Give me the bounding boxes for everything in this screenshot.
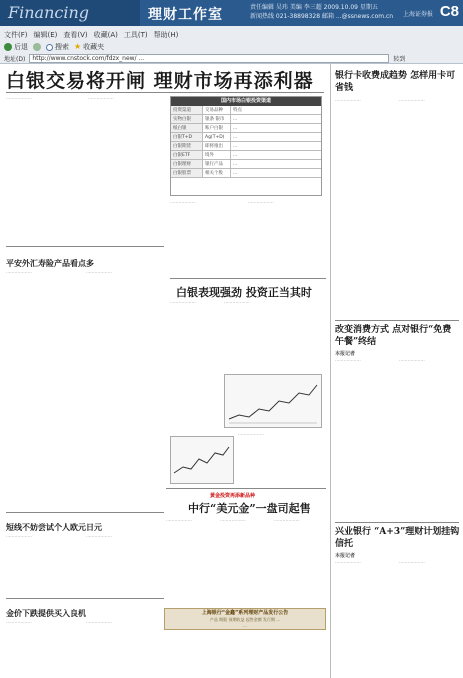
section-rule — [166, 488, 326, 489]
price-line — [229, 385, 317, 419]
lead-column-3: ……………… — [170, 200, 196, 205]
article-headline-free-lunch: 改变消费方式 点对银行“免费午餐”终结 — [335, 325, 452, 347]
forward-arrow-icon — [33, 43, 41, 51]
go-button[interactable]: 转到 — [393, 55, 406, 63]
menu-tools[interactable]: 工具(T) — [123, 31, 148, 39]
browser-chrome — [0, 0, 463, 64]
cib-column-1: ……………… — [335, 560, 361, 565]
notice-title: 上海银行“金鑫”系列理财产品发行公告 — [201, 610, 289, 616]
forex-column-1: ……………… — [6, 534, 32, 539]
article-headline-forex: 短线不妨尝试个人欧元日元 — [6, 522, 102, 532]
section-label-gold: 黄金投资再添新品种 — [210, 493, 256, 499]
address-label: 地址(D) — [4, 55, 26, 63]
back-label: 后退 — [14, 43, 28, 51]
address-input[interactable]: http://www.cnstock.com/fdzx_new/ ... — [29, 54, 389, 63]
article-headline-pingan: 平安外汇寿险产品看点多 — [6, 258, 94, 268]
price-line — [174, 447, 229, 473]
banner-meta-line1: 责任编辑 吴玮 美编 李三超 2009.10.09 星期五 — [250, 4, 378, 11]
silver-rule — [170, 278, 326, 279]
silver-column-2: ……………… — [224, 300, 250, 305]
bankcard-column-2: ……………… — [399, 98, 425, 103]
newspaper-page — [0, 64, 463, 678]
table-row: 白银ETF 境外 ... — [171, 151, 321, 160]
banner-meta-line2: 新闻热线 021-38898328 邮箱 ...@ssnews.com.cn — [250, 13, 394, 20]
banner-script: Financing — [8, 3, 89, 22]
address-bar — [0, 53, 463, 63]
menu-favorites[interactable]: 收藏(A) — [93, 31, 118, 39]
star-icon: ★ — [74, 42, 82, 51]
gold-column-1: ……………… — [6, 620, 32, 625]
bank-product-notice — [164, 608, 326, 630]
notice-row: ... — [243, 623, 247, 628]
right-column — [330, 64, 463, 678]
section-rule — [6, 512, 164, 513]
silver-price-chart — [224, 374, 322, 428]
lead-column-2: ……………… — [88, 96, 114, 101]
byline: 本报记者 — [335, 553, 356, 559]
banner-meta — [250, 3, 400, 21]
section-title: 理财工作室 — [148, 6, 223, 22]
back-arrow-icon — [4, 43, 12, 51]
forex-column-2: ……………… — [86, 534, 112, 539]
search-icon — [46, 44, 53, 51]
page-number: C8 — [439, 3, 459, 20]
free-lunch-column-2: ……………… — [399, 358, 425, 363]
silver-column-3: ……………… — [238, 432, 264, 437]
menu-bar — [0, 30, 463, 41]
boc-column-1: ……………… — [166, 518, 192, 523]
table-row: 白银股票 相关个股 ... — [171, 169, 321, 178]
lead-column-1: ……………… — [6, 96, 32, 101]
article-headline-boc: 中行“美元金”一盘司起售 — [188, 502, 311, 515]
paper-name: 上海证券报 — [402, 11, 433, 18]
article-headline-silver: 白银表现强劲 投资正当其时 — [176, 286, 312, 299]
bankcard-column-1: ……………… — [335, 98, 361, 103]
silver-column-1: ……………… — [170, 300, 196, 305]
section-rule — [335, 522, 459, 523]
cib-column-2: ……………… — [399, 560, 425, 565]
table-row: 白银T+D Ag(T+D) ... — [171, 133, 321, 142]
section-rule — [6, 598, 164, 599]
menu-file[interactable]: 文件(F) — [4, 31, 28, 39]
pingan-column-2: ……………… — [86, 270, 112, 275]
search-button[interactable] — [46, 42, 69, 52]
table-row: 投资渠道 交易品种 特点 — [171, 106, 321, 115]
main-headline: 白银交易将开闸 理财市场再添利器 — [6, 70, 314, 92]
pingan-column-1: ……………… — [6, 270, 32, 275]
toolbar — [0, 42, 463, 52]
silver-channels-table — [170, 96, 322, 196]
table-row: 实物白银 银条 银币 ... — [171, 115, 321, 124]
table-row: 白银理财 银行产品 ... — [171, 160, 321, 169]
lead-column-4: ……………… — [248, 200, 274, 205]
section-rule — [6, 246, 164, 247]
boc-column-3: ……………… — [274, 518, 300, 523]
favorites-label: 收藏夹 — [83, 43, 105, 51]
search-label: 搜索 — [55, 43, 69, 51]
headline-rule — [6, 92, 324, 93]
free-lunch-column-1: ……………… — [335, 358, 361, 363]
byline: 本报记者 — [335, 351, 356, 357]
article-headline-bankcard: 银行卡收费成趋势 怎样用卡可省钱 — [335, 71, 456, 93]
table-row: 白银期货 即将推出 ... — [171, 142, 321, 151]
gold-price-chart — [170, 436, 234, 484]
favorites-button[interactable] — [74, 42, 104, 52]
silver-price-chart-svg — [225, 375, 321, 427]
gold-price-chart-svg — [171, 437, 233, 483]
table-row: 纸白银 账户白银 ... — [171, 124, 321, 133]
menu-view[interactable]: 查看(V) — [63, 31, 88, 39]
article-headline-gold: 金价下跌提供买入良机 — [6, 608, 86, 618]
article-headline-cib: 兴业银行 “A+3”理财计划挂钩信托 — [335, 527, 460, 549]
table-title: 国内市场白银投资渠道 — [171, 97, 321, 106]
forward-button[interactable] — [33, 43, 41, 51]
menu-help[interactable]: 帮助(H) — [153, 31, 179, 39]
back-button[interactable] — [4, 42, 28, 52]
menu-edit[interactable]: 编辑(E) — [33, 31, 58, 39]
boc-column-2: ……………… — [220, 518, 246, 523]
gold-column-2: ……………… — [86, 620, 112, 625]
notice-row: 产品 期限 预期收益 起售金额 发行期 ... — [209, 617, 281, 622]
section-banner — [0, 0, 463, 26]
section-rule — [335, 320, 459, 321]
